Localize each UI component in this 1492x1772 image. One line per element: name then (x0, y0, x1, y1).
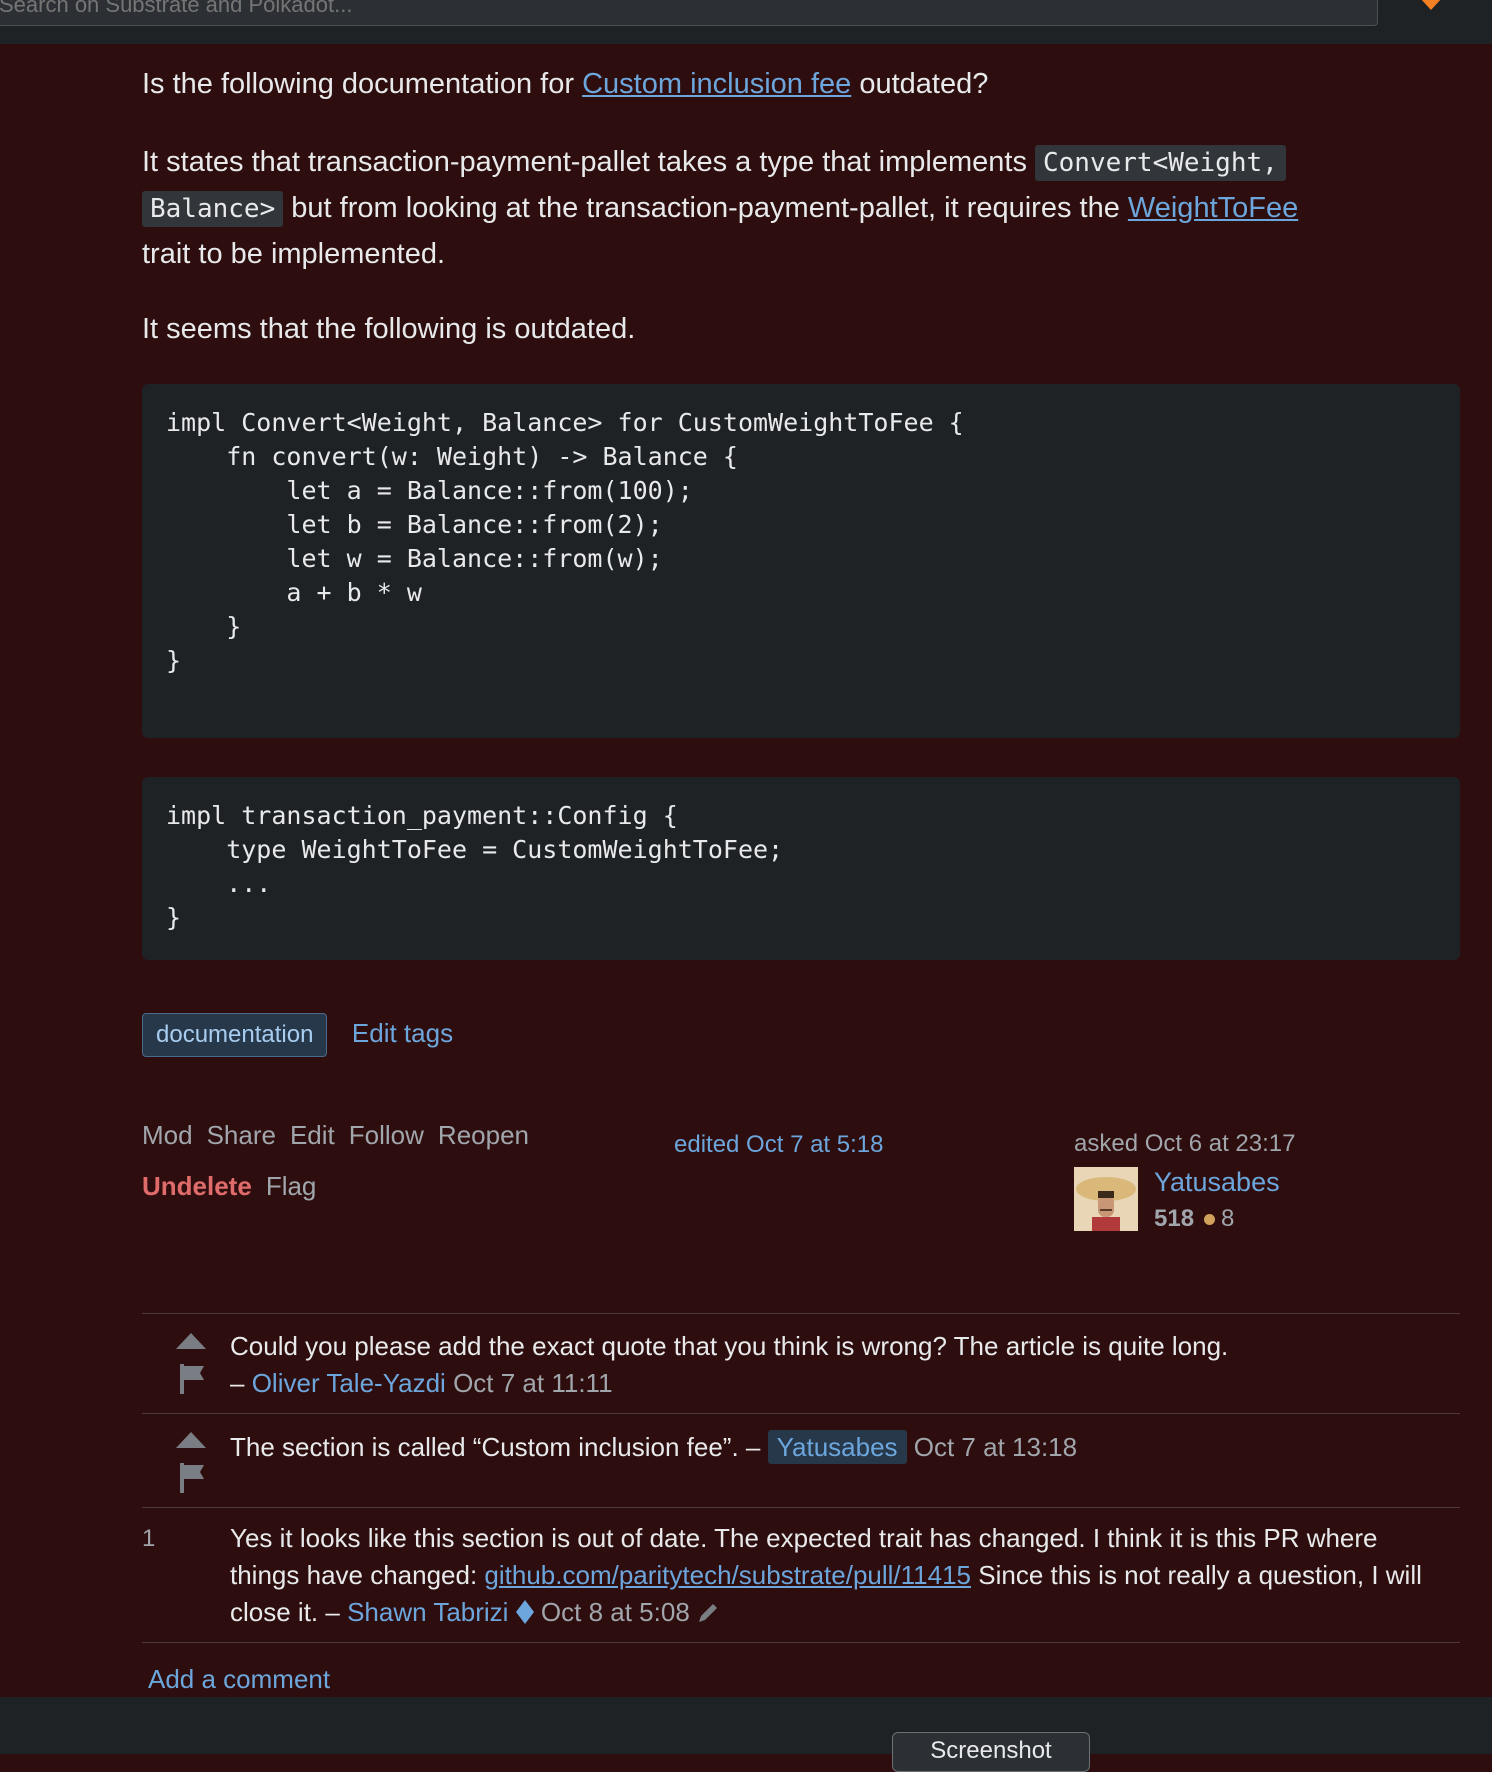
comment-body (230, 1429, 1440, 1466)
comment-text: Could you please add the exact quote that you think is wrong? The article is quite long. (230, 1331, 1229, 1361)
screenshot-button[interactable]: Screenshot (892, 1732, 1090, 1772)
reputation-score: 518 (1154, 1205, 1195, 1232)
question-paragraph-2 (142, 140, 1460, 277)
inline-code-convert: Convert<Weight, (1035, 145, 1286, 181)
top-bar (0, 0, 1492, 44)
upvote-icon[interactable] (176, 1432, 206, 1448)
question-intro (142, 62, 1460, 107)
comment-date[interactable]: Oct 7 at 13:18 (913, 1432, 1078, 1462)
comment-user[interactable]: Shawn Tabrizi (347, 1597, 509, 1627)
share-link[interactable]: Share (206, 1120, 276, 1150)
comment-item (142, 1507, 1460, 1642)
bronze-badge-count: 8 (1221, 1205, 1235, 1232)
bottom-bar (0, 1697, 1492, 1754)
search-input[interactable] (0, 0, 1001, 19)
undelete-link[interactable]: Undelete (142, 1171, 252, 1201)
follow-link[interactable]: Follow (348, 1120, 424, 1150)
inline-code-balance: Balance> (142, 191, 283, 227)
moderator-diamond-icon (516, 1600, 534, 1624)
para3-text: It seems that the following is outdated. (142, 313, 636, 345)
para2-text-b: but from looking at the transaction-payment-pallet, it requires the (283, 192, 1128, 224)
edit-tags-link[interactable]: Edit tags (351, 1018, 454, 1048)
comment-date[interactable]: Oct 7 at 11:11 (453, 1368, 613, 1398)
comment-date[interactable]: Oct 8 at 5:08 (540, 1597, 690, 1627)
post-menu (142, 1120, 592, 1151)
para2-text-c: trait to be implemented. (142, 238, 446, 270)
flag-icon[interactable] (180, 1463, 204, 1493)
upvote-icon[interactable] (176, 1333, 206, 1349)
tag-documentation[interactable]: documentation (142, 1013, 327, 1057)
comment-score: 1 (142, 1525, 156, 1552)
search-box[interactable] (0, 0, 1378, 26)
comment-text-a: Yes it looks like this section is out of date. The expected trait has changed. I think it is this PR where things have changed: (230, 1523, 1378, 1590)
asked-date: asked Oct 6 at 23:17 (1074, 1130, 1296, 1157)
edited-link[interactable]: edited Oct 7 at 5:18 (674, 1131, 884, 1158)
flag-link[interactable]: Flag (265, 1171, 317, 1201)
custom-inclusion-fee-link[interactable]: Custom inclusion fee (582, 68, 852, 100)
user-avatar[interactable] (1074, 1167, 1138, 1231)
flag-icon[interactable] (180, 1364, 204, 1394)
tags-row (142, 1013, 1460, 1057)
pr-link[interactable]: github.com/paritytech/substrate/pull/11415 (484, 1560, 972, 1590)
comment-text: The section is called “Custom inclusion fee”. – (230, 1432, 761, 1462)
comments-list (142, 1313, 1460, 1643)
edited-pencil-icon (697, 1602, 719, 1624)
question-paragraph-3 (142, 307, 1460, 352)
comment-body (230, 1328, 1440, 1402)
weighttofee-link[interactable]: WeightToFee (1127, 192, 1299, 224)
bronze-badge-icon (1204, 1214, 1215, 1225)
code-block-1: impl Convert<Weight, Balance> for CustomWeightToFee { fn convert(w: Weight) -> Balance { let a = Balance::from(100); let b = Balance::from(2); let w = Balance::from(w); a + b * w } } (142, 384, 1460, 738)
comment-item (142, 1413, 1460, 1507)
asker-name[interactable]: Yatusabes (1154, 1167, 1280, 1197)
diamond-icon[interactable] (1420, 0, 1442, 12)
para2-text-a: It states that transaction-payment-pallet takes a type that implements (142, 146, 1035, 178)
add-comment-link[interactable]: Add a comment (148, 1664, 331, 1694)
comment-body (230, 1520, 1440, 1631)
reopen-link[interactable]: Reopen (437, 1120, 529, 1150)
asker-reputation (1154, 1205, 1234, 1233)
comment-text-b: Since this is not really a question, I will close it. – (230, 1560, 1422, 1627)
comments-bottom-divider (142, 1642, 1460, 1643)
intro-prefix: Is the following documentation for (142, 68, 583, 100)
intro-suffix: outdated? (851, 68, 989, 100)
mod-link[interactable]: Mod (142, 1120, 193, 1150)
edit-link[interactable]: Edit (289, 1120, 335, 1150)
comment-dash: – (230, 1368, 245, 1398)
comment-user[interactable]: Oliver Tale-Yazdi (251, 1368, 446, 1398)
code-block-2: impl transaction_payment::Config { type WeightToFee = CustomWeightToFee; ... } (142, 777, 1460, 960)
comment-user-op[interactable]: Yatusabes (768, 1430, 907, 1464)
comment-item (142, 1313, 1460, 1413)
post-menu-row-2 (142, 1171, 592, 1202)
